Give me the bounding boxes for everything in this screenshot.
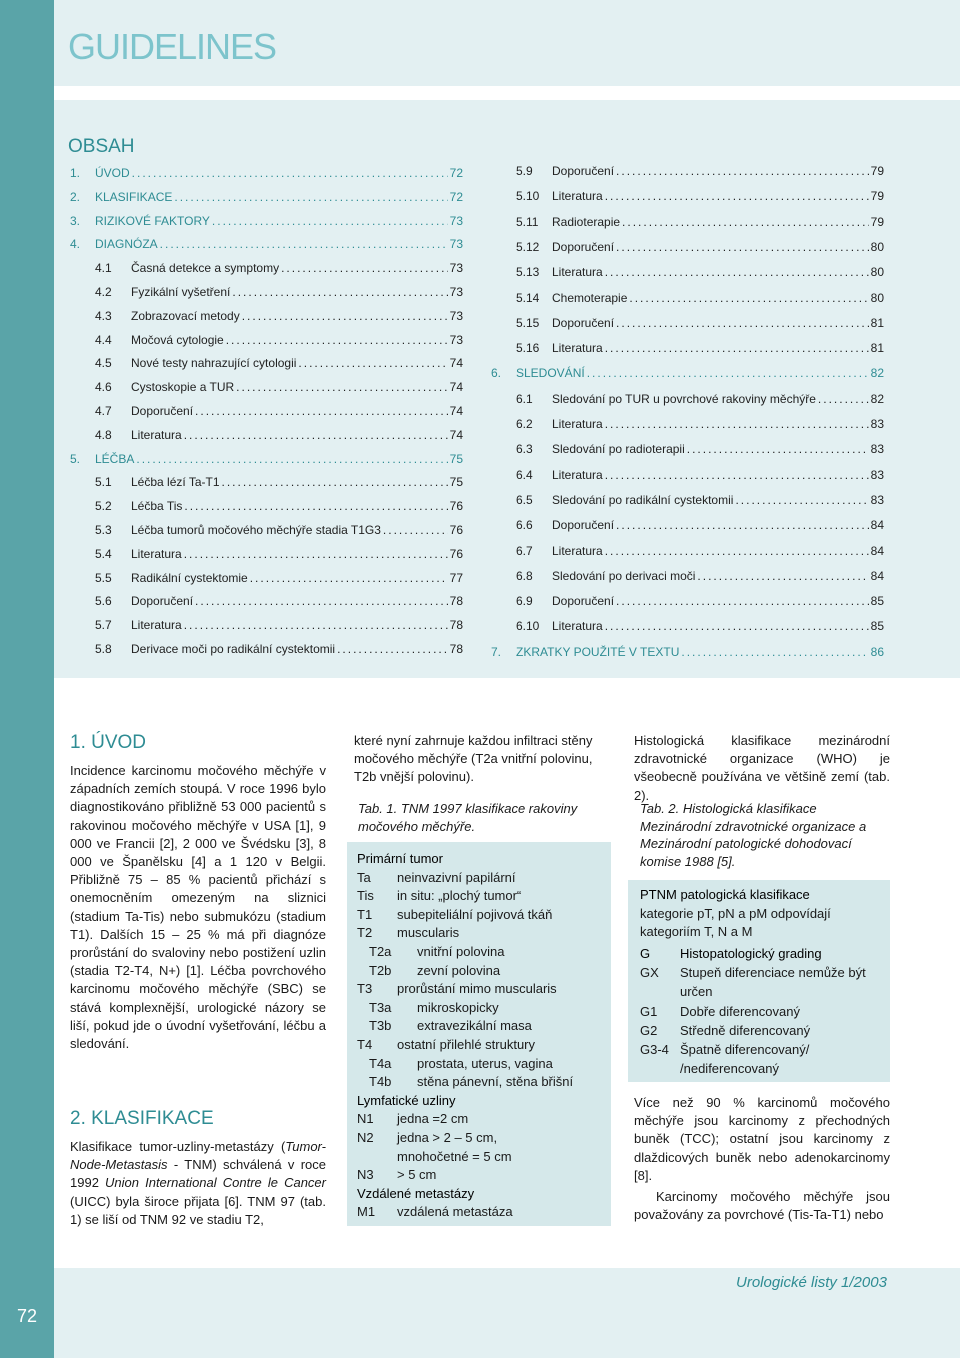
toc-entry-label: DIAGNÓZA [95,237,158,252]
table1-caption-text: TNM 1997 klasifikace rakoviny močového měchýře. [358,801,578,834]
toc-entry-number: 5.10 [516,189,540,204]
table1-description: > 5 cm [397,1167,437,1183]
table2-caption-text: Histologická klasifikace Mezinárodní zdravotnické organizace a Mezinárodní patologické dohodovací komise 1988 [5]. [640,801,867,869]
toc-entry-number: 5.16 [516,341,540,356]
toc-entry [516,240,884,260]
table1-description: muscularis [397,925,460,941]
intro-paragraph: Incidence karcinomu močového měchýře v západních zemích stoupá. V roce 1996 bylo diagnostikováno přibližně 53 000 pacientů s rakovinou močového měchýře v USA [1], 9 000 ve Francii [2], 2 000 ve Švédsku [3], 8 000 ve Španělsku [4] a 1 120 v Belgii. Přibližně 75 – 85 % pacientů přichází s onemocněním omezeným na sliznici (stadium Ta-Tis) nebo submukózu (stadium T1). Dalších 15 – 25 % má při diagnóze prorůstání do svaloviny nebo postižení uzlin (stadia T2-T4, N+) [1]. Léčba povrchového karcinomu močového měchýře (SBC) se stává komplexnější, urologické názory se liší, pokud jde o úvodní vyšetřování, léčbu a sledování. [70,763,326,1052]
toc-entry-page: 85 [870,619,884,634]
toc-entry [95,475,463,495]
toc-leader-dots [681,645,868,659]
table1-group-heading: Primární tumor [357,851,443,866]
toc-entry [516,164,884,184]
toc-leader-dots [687,442,869,456]
table2-grade-code: GX [640,965,659,980]
table1-code: Tis [357,888,374,904]
toc-entry-number: 5. [70,451,81,466]
toc-entry-page: 73 [449,308,463,323]
toc-entry-label: Literatura [552,341,603,356]
toc-entry-label: Doporučení [552,239,615,254]
table2-grade-code: G1 [640,1004,658,1019]
toc-entry [516,442,884,462]
toc-entry-label: Literatura [552,619,603,634]
toc-leader-dots [605,468,869,482]
klasifikace-text-e: (UICC) byla široce přijata [6]. TNM 97 (tab. 1) se liší od TNM 92 ve stadiu T2, [70,1193,326,1227]
table2-grade-desc-cont: určen [680,984,713,999]
toc-entry-label: ÚVOD [95,166,130,180]
toc-entry-number: 5.9 [516,164,533,178]
table2-grade-code: G3-4 [640,1042,669,1057]
toc-entry-number: 7. [491,644,502,659]
toc-entry-number: 4. [70,237,81,252]
table1-code: T4a [369,1055,392,1071]
toc-entry-label: Sledování po derivaci moči [552,568,696,583]
table1-description: mnohočetné = 5 cm [397,1148,512,1164]
toc-entry-label: ZKRATKY POUŽITÉ V TEXTU [516,644,680,659]
toc-entry-number: 5.6 [95,594,112,609]
toc-entry-label: Doporučení [552,315,615,330]
toc-entry-number: 5.1 [95,475,112,490]
toc-entry-number: 5.14 [516,290,540,305]
toc-entry-page: 81 [870,341,884,356]
toc-entry [516,265,884,285]
toc-entry [95,333,463,353]
table1-code: T4 [357,1037,373,1052]
klasifikace-text-c: - TNM) schválená v roce 1992 [70,1157,326,1191]
table1-caption [358,800,608,835]
toc-entry-label: Léčba lézí Ta-T1 [131,475,220,490]
toc-leader-dots [160,237,448,251]
toc-entry-page: 74 [449,380,463,395]
toc-entry-page: 73 [449,332,463,347]
table1-description: jedna > 2 – 5 cm, [397,1130,498,1145]
toc-entry-page: 84 [870,518,884,533]
toc-entry-label: Časná detekce a symptomy [131,261,280,276]
toc-entry-page: 79 [870,214,884,229]
left-color-bar [0,0,54,1358]
toc-entry-number: 5.3 [95,523,112,537]
toc-leader-dots [383,523,448,537]
toc-leader-dots [616,164,869,178]
table1-description: stěna pánevní, stěna břišní [417,1074,574,1090]
toc-entry-page: 73 [449,285,463,299]
toc-entry-page: 72 [449,189,463,204]
table2-grade-desc: Špatně diferencovaný/ [680,1042,810,1057]
toc-entry-page: 80 [870,265,884,280]
table1-description: jedna =2 cm [397,1111,469,1127]
toc-leader-dots [226,333,448,347]
toc-entry-page: 74 [449,356,463,371]
toc-entry [95,309,463,329]
toc-entry-number: 5.2 [95,499,112,514]
toc-entry-page: 74 [449,404,463,418]
toc-leader-dots [605,189,869,203]
toc-entry-number: 1. [70,166,81,180]
toc-entry [516,594,884,614]
toc-entry-number: 4.8 [95,427,112,442]
table1-description: vnitřní polovina [417,944,505,959]
table2-grade-desc: Stupeň diferenciace nemůže být [680,965,866,980]
toc-entry [95,499,463,519]
toc-leader-dots [242,309,448,323]
toc-entry-page: 78 [449,642,463,656]
toc-leader-dots [222,475,448,489]
toc-entry-number: 6.2 [516,417,533,431]
toc-entry-number: 6.3 [516,442,533,457]
table1-code: M1 [357,1204,376,1220]
toc-entry-label: Literatura [131,546,182,561]
toc-entry-label: Radikální cystektomie [131,570,248,585]
toc-entry-label: Literatura [131,618,182,633]
superficial-paragraph: Karcinomy močového měchýře jsou považovány za povrchové (Tis-Ta-T1) nebo [634,1189,890,1223]
toc-entry [95,642,463,662]
toc-leader-dots [605,341,869,355]
toc-leader-dots [616,594,869,608]
toc-entry-page: 76 [449,523,463,537]
table1-code: T4b [369,1074,392,1090]
toc-entry-page: 82 [870,391,884,406]
toc-entry-number: 6.5 [516,492,533,507]
toc-entry-number: 5.13 [516,265,540,280]
toc-leader-dots [818,392,869,406]
toc-leader-dots [195,594,448,608]
toc-entry-number: 4.2 [95,285,112,299]
toc-entry-page: 83 [870,417,884,431]
toc-entry-number: 4.1 [95,261,112,276]
toc-entry-page: 75 [449,475,463,490]
toc-entry [516,619,884,639]
table2-grading-code: G [640,946,651,961]
toc-entry-page: 83 [870,442,884,457]
toc-entry-page: 77 [449,570,463,585]
toc-entry-page: 83 [870,492,884,507]
toc-entry-page: 84 [870,543,884,558]
table1-description: subepiteliální pojivová tkáň [397,906,553,922]
table1-description: in situ: „plochý tumor“ [397,888,522,904]
toc-entry [95,547,463,567]
toc-entry-page: 83 [870,467,884,482]
table1-caption-num: Tab. 1. [358,801,398,816]
toc-leader-dots [629,291,868,305]
toc-entry-number: 4.5 [95,356,112,371]
table2-intro-line2: kategoriím T, N a M [640,924,753,939]
toc-entry-page: 72 [449,166,463,180]
toc-entry [516,189,884,209]
toc-leader-dots [132,166,448,180]
who-paragraph: Histologická klasifikace mezinárodní zdravotnické organizace (WHO) je všeobecně používána ve většině zemí (tab. 2). [634,733,890,803]
toc-entry-label: Derivace moči po radikální cystektomii [131,642,336,656]
toc-entry-number: 3. [70,213,81,228]
toc-entry-label: Sledování po radioterapii [552,442,685,457]
table1-description: prorůstání mimo muscularis [397,981,557,997]
toc-leader-dots [184,428,448,442]
toc-entry [95,285,463,305]
toc-entry [70,166,463,186]
toc-leader-dots [232,285,447,299]
toc-entry [516,569,884,589]
table1-description: zevní polovina [417,962,501,978]
table2-grade-desc-cont: /nediferencovaný [680,1061,780,1076]
toc-entry-number: 4.4 [95,332,112,347]
klasifikace-paragraph [70,1138,326,1229]
table1-description: ostatní přilehlé struktury [397,1037,536,1052]
table1-code: T3a [369,999,392,1015]
toc-entry-page: 85 [870,594,884,609]
toc-entry-label: SLEDOVÁNÍ [516,366,585,381]
table2-grading-head: Histopatologický grading [680,946,822,961]
toc-leader-dots [184,618,448,632]
toc-entry-number: 5.12 [516,239,540,254]
toc-leader-dots [605,619,869,633]
toc-leader-dots [195,404,448,418]
toc-entry [70,237,463,257]
toc-leader-dots [587,366,869,380]
toc-leader-dots [735,493,868,507]
toc-entry [70,214,463,234]
section-heading-uvod: 1. ÚVOD [70,732,147,753]
toc-entry-label: Fyzikální vyšetření [131,285,231,299]
table1-code: N2 [357,1130,374,1145]
toc-entry-page: 73 [449,237,463,252]
table1-group-heading: Lymfatické uzliny [357,1092,456,1108]
toc-entry-label: Sledování po radikální cystektomii [552,492,734,507]
toc-entry-page: 82 [870,366,884,381]
toc-entry [95,618,463,638]
toc-entry-page: 78 [449,618,463,633]
toc-entry-label: Nové testy nahrazující cytologii [131,356,297,371]
toc-entry-label: Močová cytologie [131,332,224,347]
toc-leader-dots [616,518,869,532]
toc-leader-dots [605,417,869,431]
toc-leader-dots [136,452,447,466]
table1-code: N1 [357,1111,374,1127]
toc-entry [70,190,463,210]
toc-leader-dots [337,642,448,656]
toc-leader-dots [212,214,448,228]
toc-entry [95,571,463,591]
toc-entry-number: 6.10 [516,619,540,634]
toc-entry-label: Doporučení [131,594,194,609]
table2-grade-desc: Středně diferencovaný [680,1023,811,1038]
toc-entry-label: Radioterapie [552,214,621,229]
toc-entry-number: 6.1 [516,391,533,406]
table1-group-heading: Vzdálené metastázy [357,1185,475,1201]
toc-entry-label: Doporučení [552,518,615,533]
toc-entry-label: Doporučení [552,164,615,178]
toc-entry-page: 86 [870,644,884,659]
toc-entry [95,428,463,448]
klasifikace-text-d: Union International Contre le Cancer [105,1175,326,1191]
toc-entry-label: Doporučení [552,594,615,609]
toc-leader-dots [605,544,869,558]
toc-entry-page: 81 [870,315,884,330]
toc-entry-number: 6. [491,366,502,381]
table2-caption [640,800,890,870]
table1-description: extravezikální masa [417,1018,532,1034]
toc-leader-dots [281,261,448,275]
toc-leader-dots [605,265,869,279]
toc-entry-page: 76 [449,546,463,561]
toc-entry-label: RIZIKOVÉ FAKTORY [95,213,210,228]
table1-code: T2 [357,925,373,941]
toc-entry-label: Literatura [552,467,603,482]
toc-entry [516,544,884,564]
table2-caption-num: Tab. 2. [640,801,680,816]
toc-leader-dots [697,569,868,583]
table2-grade-desc: Dobře diferencovaný [680,1004,800,1019]
toc-entry-label: Chemoterapie [552,290,628,305]
toc-entry-page: 80 [870,239,884,254]
table1-code: Ta [357,869,371,885]
toc-entry [95,261,463,281]
toc-entry-label: Sledování po TUR u povrchové rakoviny měchýře [552,391,816,406]
toc-entry [516,518,884,538]
toc-entry [70,452,463,472]
toc-entry-number: 4.3 [95,308,112,323]
toc-entry-page: 78 [449,594,463,609]
toc-entry-page: 84 [870,568,884,583]
table1-code: T3b [369,1018,392,1034]
toc-entry-page: 76 [449,499,463,514]
toc-entry [491,645,884,665]
toc-entry-number: 6.9 [516,594,533,609]
table2-intro-line1: kategorie pT, pN a pM odpovídají [640,906,831,921]
table1-description: prostata, uterus, vagina [417,1055,553,1071]
toc-entry-label: Literatura [552,189,603,204]
toc-leader-dots [616,240,869,254]
table1-code: T3 [357,981,373,997]
toc-entry-number: 4.7 [95,404,112,418]
table1-code: T2a [369,944,392,959]
toc-entry-number: 5.5 [95,570,112,585]
toc-entry-page: 79 [870,189,884,204]
section-heading-klasifikace: 2. KLASIFIKACE [70,1108,214,1129]
toc-entry-label: Literatura [552,417,603,431]
toc-entry-number: 6.8 [516,568,533,583]
toc-entry-number: 5.15 [516,315,540,330]
toc-entry-page: 74 [449,427,463,442]
toc-entry-number: 5.8 [95,642,112,656]
toc-entry [516,468,884,488]
toc-entry [95,380,463,400]
toc-entry [516,392,884,412]
toc-leader-dots [174,190,447,204]
table1-code: N3 [357,1167,374,1183]
toc-entry-label: Léčba tumorů močového měchýře stadia T1G3 [131,523,381,537]
toc-entry-page: 73 [449,261,463,276]
toc-entry-page: 75 [449,451,463,466]
toc-entry [516,316,884,336]
toc-entry-number: 6.4 [516,467,533,482]
toc-leader-dots [616,316,869,330]
toc-entry-number: 6.7 [516,543,533,558]
toc-entry-label: Literatura [131,427,182,442]
toc-entry [516,215,884,235]
table1-description: mikroskopicky [417,999,499,1015]
toc-entry-label: Literatura [552,543,603,558]
toc-entry [95,594,463,614]
toc-entry [491,366,884,386]
toc-entry [516,493,884,513]
toc-entry-number: 6.6 [516,518,533,533]
toc-entry-label: LÉČBA [95,451,135,466]
masthead: GUIDELINES [68,26,277,67]
toc-leader-dots [236,380,447,394]
toc-entry [95,523,463,543]
toc-leader-dots [184,547,448,561]
toc-leader-dots [298,356,447,370]
table2-title: PTNM patologická klasifikace [640,887,810,902]
table1-code: T1 [357,906,373,922]
toc-entry [95,356,463,376]
table1-description: neinvazivní papilární [397,869,516,885]
toc-entry-number: 5.4 [95,546,112,561]
toc-entry-label: Léčba Tis [131,499,183,514]
toc-entry-label: Zobrazovací metody [131,308,240,323]
toc-entry-number: 4.6 [95,380,112,395]
page-number: 72 [16,1306,38,1326]
toc-leader-dots [622,215,869,229]
toc-entry [95,404,463,424]
toc-leader-dots [184,499,447,513]
klasifikace-text-b: Tumor-Node-Metastasis [70,1139,326,1173]
toc-entry-number: 2. [70,189,81,204]
toc-title: OBSAH [68,136,135,157]
toc-entry [516,341,884,361]
tcc-paragraph: Více než 90 % karcinomů močového měchýře jsou karcinomy z přechodných buněk (TCC); ostatní jsou karcinomy z dlaždicových buněk nebo adenokarcinomy [8]. [634,1095,890,1183]
table1-code: T2b [369,962,392,978]
toc-entry-label: Literatura [552,265,603,280]
toc-entry-number: 5.7 [95,618,112,633]
toc-entry-label: Cystoskopie a TUR [131,380,235,395]
journal-name: Urologické listy 1/2003 [736,1274,887,1291]
t2-continuation-paragraph: které nyní zahrnuje každou infiltraci stěny močového měchýře (T2a vnitřní polovinu, T2b vnější polovinu). [354,733,593,785]
toc-entry-page: 80 [870,290,884,305]
toc-leader-dots [250,571,448,585]
toc-entry-number: 5.11 [516,214,539,229]
klasifikace-text-a: Klasifikace tumor-uzliny-metastázy ( [70,1139,286,1154]
table1-description: vzdálená metastáza [397,1204,513,1220]
toc-entry-label: KLASIFIKACE [95,189,173,204]
toc-entry-label: Doporučení [131,404,194,418]
table2-grade-code: G2 [640,1023,658,1038]
toc-entry-page: 79 [870,164,884,178]
toc-entry-page: 73 [449,213,463,228]
toc-entry [516,291,884,311]
toc-entry [516,417,884,437]
